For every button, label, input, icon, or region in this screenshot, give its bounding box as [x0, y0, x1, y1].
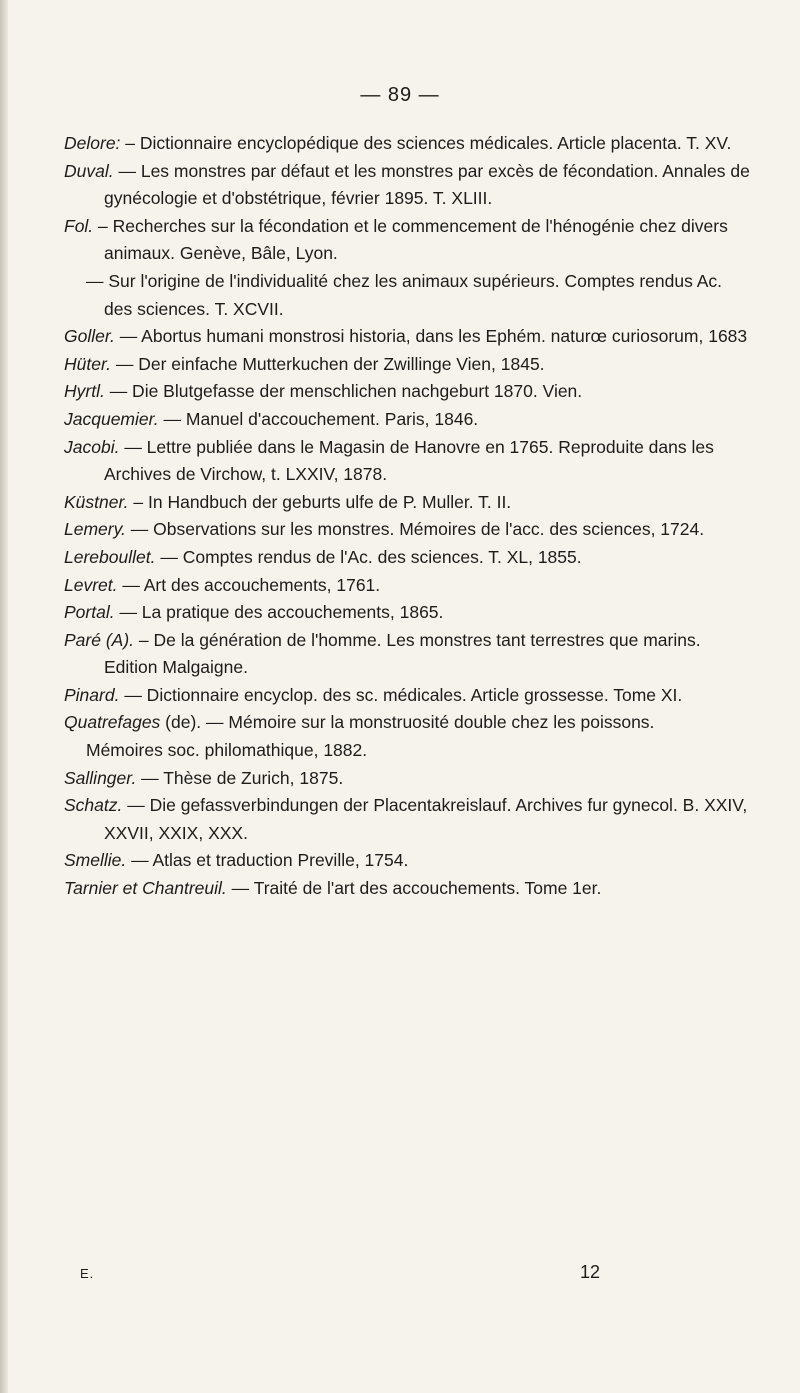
- entry-author: Schatz.: [64, 795, 123, 816]
- bibliography-entry: [64, 489, 754, 517]
- entry-text: — Comptes rendus de l'Ac. des sciences. T. XL, 1855.: [155, 546, 582, 567]
- page-binding-edge: [0, 0, 8, 1393]
- entry-author: Delore:: [64, 133, 121, 153]
- bibliography-entry: [64, 158, 754, 213]
- entry-author: Jacobi.: [64, 436, 120, 457]
- entry-text: — Lettre publiée dans le Magasin de Hanovre en 1765. Reproduite dans les Archives de Virchow, t. LXXIV, 1878.: [104, 436, 714, 485]
- entry-author: Levret.: [64, 574, 118, 595]
- entry-author: Jacquemier.: [64, 408, 159, 429]
- entry-author: Lereboullet.: [64, 546, 156, 567]
- entry-text: – Recherches sur la fécondation et le commencement de l'hénogénie chez divers animaux. Genève, Bâle, Lyon.: [93, 215, 728, 264]
- entry-text: (de). — Mémoire sur la monstruosité double chez les poissons.: [160, 712, 655, 733]
- entry-text: — Les monstres par défaut et les monstres par excès de fécondation. Annales de gynécologie et d'obstétrique, février 1895. T. XLIII.: [104, 160, 750, 209]
- bibliography-entry: [64, 682, 754, 710]
- entry-author: Fol.: [64, 215, 94, 236]
- bibliography-entry: [64, 765, 754, 793]
- bibliography-entry: [64, 406, 754, 434]
- bibliography-entry: [64, 792, 754, 847]
- entry-author: Tarnier et Chantreuil.: [64, 878, 227, 899]
- entry-author: Paré (A).: [64, 629, 135, 650]
- bibliography-list: [64, 130, 754, 903]
- entry-author: Pinard.: [64, 684, 120, 705]
- entry-author: Goller.: [64, 326, 115, 347]
- signature-mark: E.: [80, 1266, 95, 1281]
- sheet-number: 12: [580, 1262, 601, 1282]
- entry-author: Sallinger.: [64, 767, 137, 788]
- bibliography-entry: [64, 544, 754, 572]
- entry-text: — Sur l'origine de l'individualité chez les animaux supérieurs. Comptes rendus Ac. des sciences. T. XCVII.: [86, 270, 723, 319]
- entry-author: Küstner.: [64, 491, 129, 512]
- bibliography-entry: [64, 378, 754, 406]
- bibliography-entry: [64, 847, 754, 875]
- entry-text: — Dictionnaire encyclop. des sc. médicales. Article grossesse. Tome XI.: [119, 684, 683, 705]
- entry-text: – De la génération de l'homme. Les monstres tant terrestres que marins. Edition Malgaigne.: [104, 629, 701, 678]
- entry-text: — Atlas et traduction Preville, 1754.: [126, 850, 409, 871]
- entry-text: — Die Blutgefasse der menschlichen nachgeburt 1870. Vien.: [104, 381, 583, 402]
- entry-author: Smellie.: [64, 850, 127, 871]
- entry-author: Hyrtl.: [64, 381, 105, 402]
- entry-author: Duval.: [64, 160, 114, 181]
- bibliography-entry: [64, 737, 754, 765]
- bibliography-entry: [64, 130, 754, 158]
- bibliography-entry: [64, 875, 754, 903]
- bibliography-entry: [64, 627, 754, 682]
- bibliography-entry: [64, 572, 754, 600]
- bibliography-entry: [64, 213, 754, 268]
- bibliography-entry: [64, 351, 754, 379]
- entry-text: – In Handbuch der geburts ulfe de P. Muller. T. II.: [128, 491, 512, 512]
- entry-text: — Die gefassverbindungen der Placentakreislauf. Archives fur gynecol. B. XXIV, XXVII, XXIX, XXX.: [104, 795, 748, 843]
- entry-text: — La pratique des accouchements, 1865.: [114, 602, 444, 623]
- entry-text: — Abortus humani monstrosi historia, dans les Ephém. naturœ curiosorum, 1683: [114, 326, 748, 347]
- entry-text: — Observations sur les monstres. Mémoires de l'acc. des sciences, 1724.: [125, 519, 705, 540]
- entry-author: Portal.: [64, 602, 115, 623]
- entry-text: — Manuel d'accouchement. Paris, 1846.: [158, 408, 479, 429]
- entry-author: Lemery.: [64, 519, 126, 540]
- bibliography-entry: [64, 268, 754, 323]
- entry-text: — Traité de l'art des accouchements. Tome 1er.: [226, 878, 602, 899]
- bibliography-entry: [64, 599, 754, 627]
- entry-author: Quatrefages: [64, 712, 161, 733]
- page-number: — 89 —: [360, 84, 440, 106]
- entry-text: Mémoires soc. philomathique, 1882.: [86, 740, 368, 761]
- entry-text: – Dictionnaire encyclopédique des sciences médicales. Article placenta. T. XV.: [120, 133, 732, 153]
- entry-text: — Art des accouchements, 1761.: [117, 574, 381, 595]
- bibliography-entry: [64, 434, 754, 489]
- bibliography-entry: [64, 516, 754, 544]
- bibliography-entry: [64, 709, 754, 737]
- entry-text: — Der einfache Mutterkuchen der Zwillinge Vien, 1845.: [111, 353, 545, 374]
- bibliography-entry: [64, 323, 754, 351]
- entry-text: — Thèse de Zurich, 1875.: [136, 767, 344, 788]
- entry-author: Hüter.: [64, 353, 112, 374]
